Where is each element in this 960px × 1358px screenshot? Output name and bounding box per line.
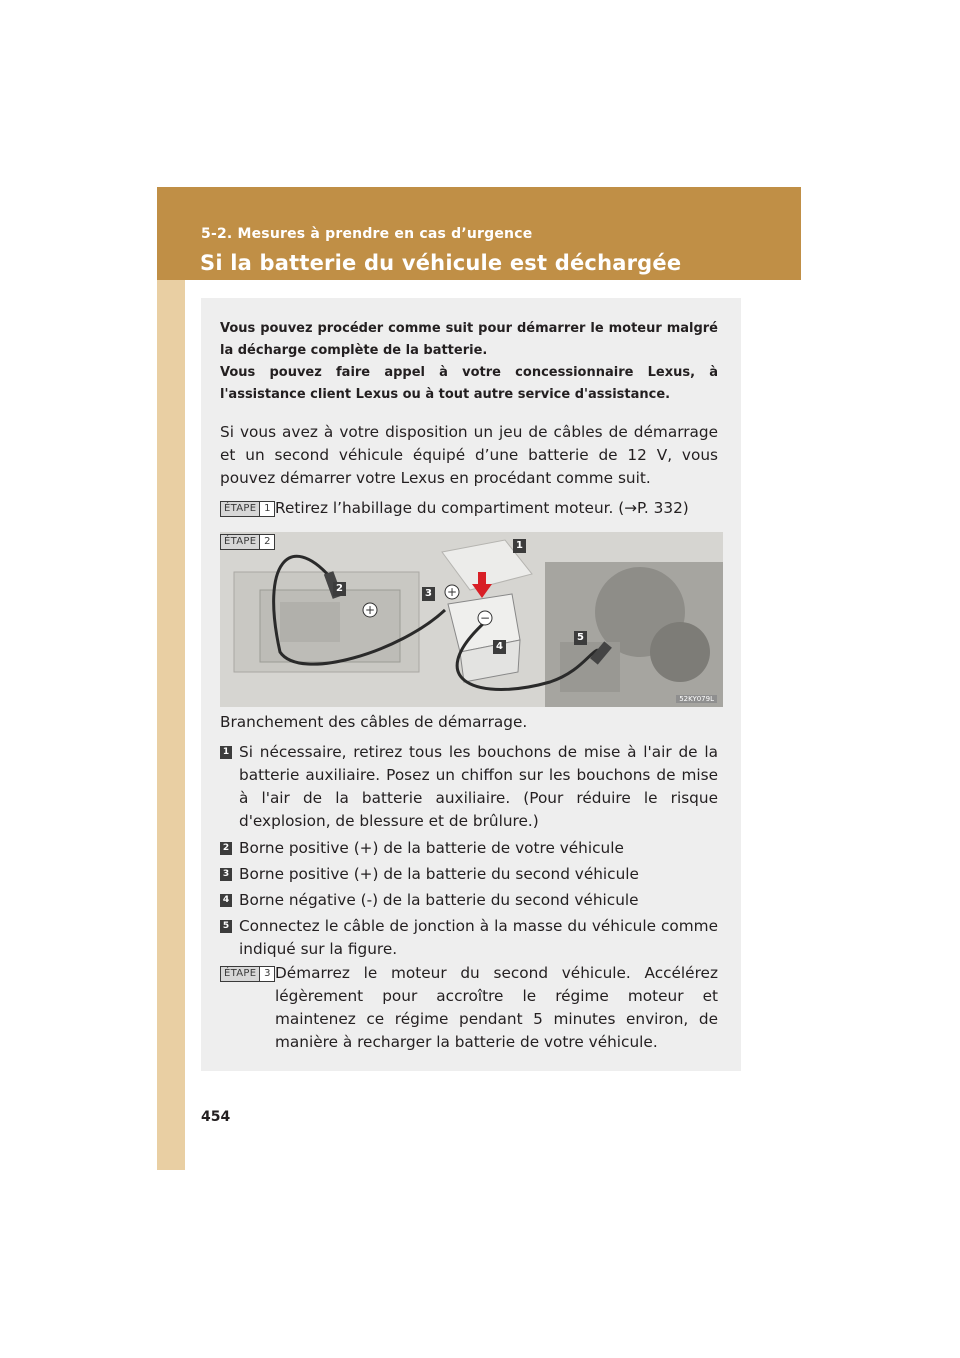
list-marker-2: 2	[220, 842, 232, 855]
jump-start-illustration	[220, 532, 723, 707]
list-item-1: Si nécessaire, retirez tous les bouchons de mise à l'air de la batterie auxiliaire. Posez un chiffon sur les bouchons de mise à l'air de la batterie auxiliaire. (Pour réduire le risque d'explosion, de blessure et de brûlure.)	[239, 743, 718, 830]
step-badge-1	[220, 501, 275, 517]
callout-1: 1	[513, 539, 526, 553]
body-paragraph: Si vous avez à votre disposition un jeu de câbles de démarrage et un second véhicule équipé d’une batterie de 12 V, vous pouvez démarrer votre Lexus en procédant comme suit.	[220, 423, 718, 487]
callout-4: 4	[493, 640, 506, 654]
figure-caption: Branchement des câbles de démarrage.	[220, 713, 528, 731]
list-item-4: Borne négative (-) de la batterie du second véhicule	[239, 891, 639, 909]
step-number: 2	[259, 535, 274, 549]
side-tab-strip	[157, 187, 185, 1170]
intro-paragraph-1: Vous pouvez procéder comme suit pour démarrer le moteur malgré la décharge complète de la batterie.	[220, 321, 718, 358]
section-label: 5-2. Mesures à prendre en cas d’urgence	[201, 226, 533, 242]
svg-text:+: +	[364, 603, 376, 617]
step-word: ÉTAPE	[224, 968, 257, 979]
list-marker-3: 3	[220, 868, 232, 881]
list-item-3: Borne positive (+) de la batterie du second véhicule	[239, 865, 639, 883]
list-item-2: Borne positive (+) de la batterie de votre véhicule	[239, 839, 624, 857]
battery-cable-diagram	[220, 532, 723, 707]
page-title: Si la batterie du véhicule est déchargée	[200, 251, 682, 275]
callout-5: 5	[574, 631, 587, 645]
figure-code: 52KY079L	[676, 695, 717, 703]
page-number: 454	[201, 1109, 231, 1125]
step-3-text: Démarrez le moteur du second véhicule. Accélérez légèrement pour accroître le régime moteur et maintenez ce régime pendant 5 minutes environ, de manière à recharger la batterie de votre véhicule.	[275, 964, 718, 1051]
list-marker-1: 1	[220, 746, 232, 759]
step-number: 3	[259, 967, 274, 981]
list-marker-5: 5	[220, 920, 232, 933]
step-word: ÉTAPE	[224, 503, 257, 514]
step-1-text: Retirez l’habillage du compartiment moteur. (→P. 332)	[275, 499, 689, 517]
list-marker-4: 4	[220, 894, 232, 907]
list-item-5: Connectez le câble de jonction à la masse du véhicule comme indiqué sur la figure.	[239, 917, 718, 958]
intro-paragraph-2: Vous pouvez faire appel à votre concessionnaire Lexus, à l'assistance client Lexus ou à tout autre service d'assistance.	[220, 365, 718, 402]
svg-text:+: +	[446, 585, 458, 599]
callout-3: 3	[422, 587, 435, 601]
svg-text:−: −	[479, 611, 491, 625]
step-number: 1	[259, 502, 274, 516]
step-badge-3	[220, 966, 275, 982]
callout-2: 2	[333, 582, 346, 596]
step-word: ÉTAPE	[224, 536, 257, 547]
page-header	[157, 187, 801, 280]
step-badge-2	[220, 534, 275, 550]
